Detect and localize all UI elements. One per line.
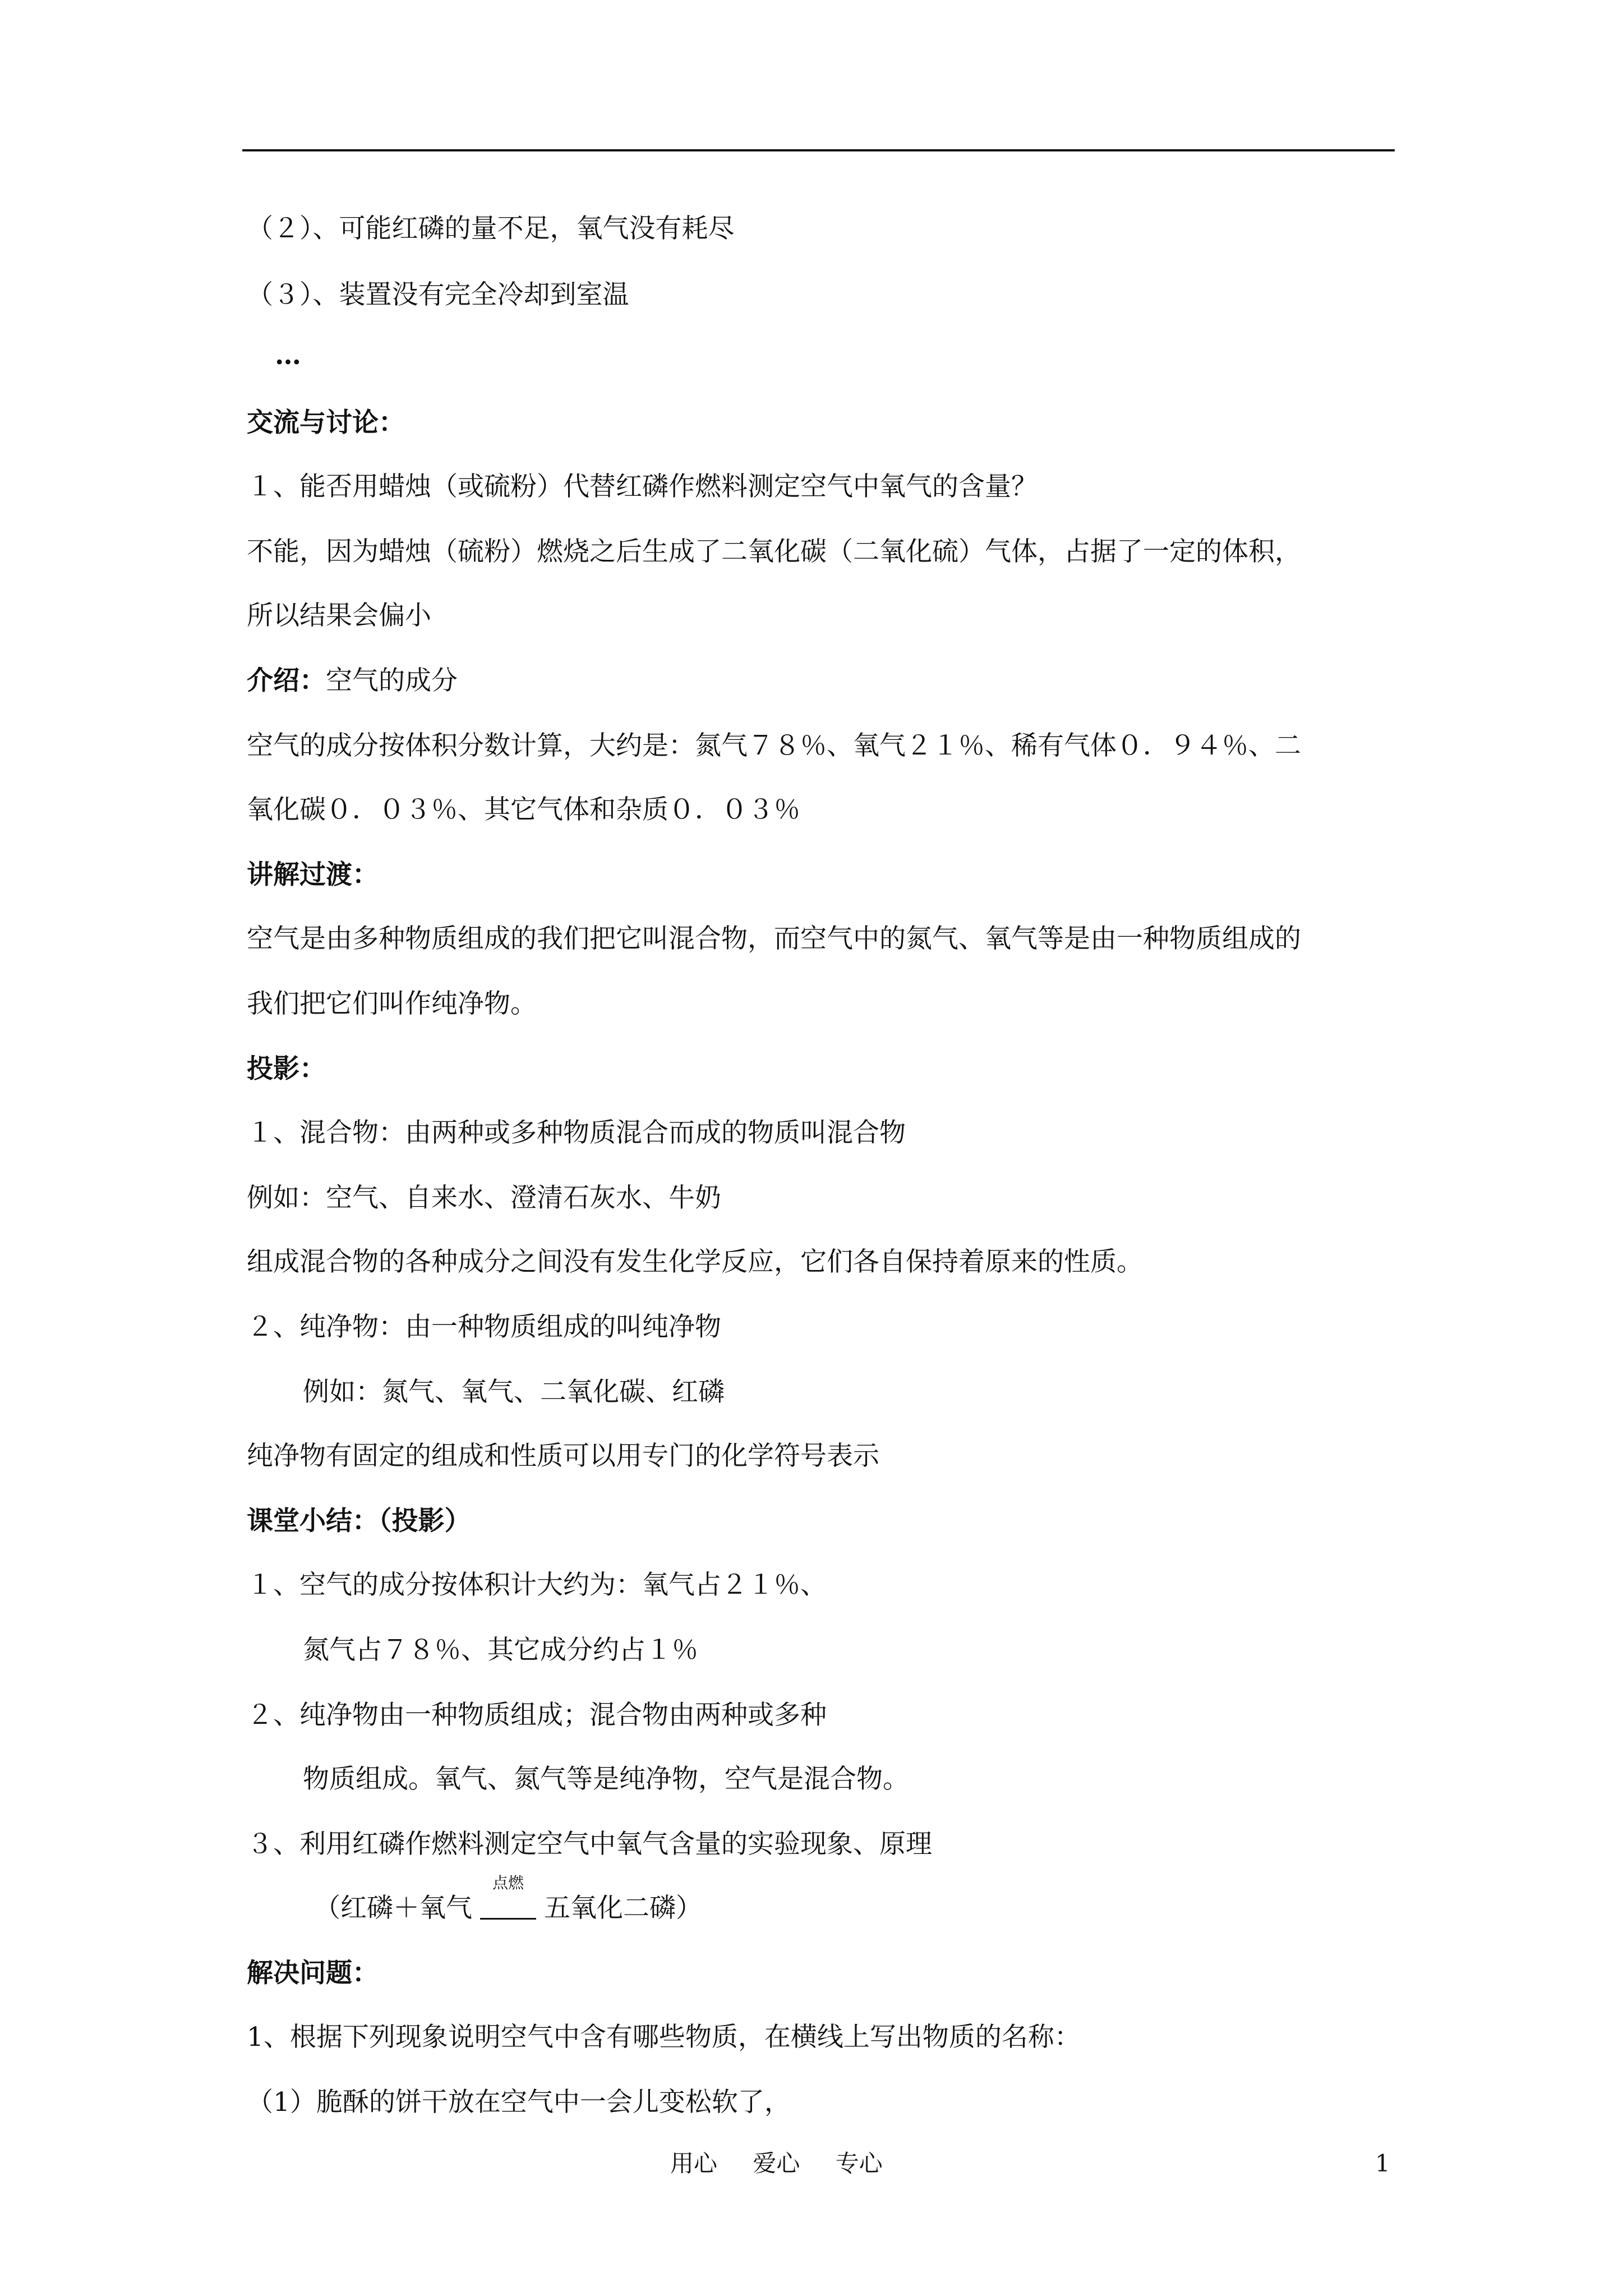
text-line: （３）、装置没有完全冷却到室温 <box>247 279 629 310</box>
condition-label: 点燃 <box>492 1874 524 1892</box>
chemical-equation <box>314 1874 1481 1925</box>
text-line: １、空气的成分按体积计大约为：氧气占２１％、 <box>247 1570 827 1600</box>
text-line: １、混合物：由两种或多种物质混合而成的物质叫混合物 <box>247 1117 906 1148</box>
text-line: 空气的成分按体积分数计算，大约是：氮气７８％、氧气２１％、稀有气体０．９４％、二 <box>247 730 1301 761</box>
text-line: ３、利用红磷作燃料测定空气中氧气含量的实验现象、原理 <box>247 1829 932 1860</box>
reaction-condition <box>476 1874 541 1925</box>
text-line: １、能否用蜡烛（或硫粉）代替红磷作燃料测定空气中氧气的含量？ <box>247 471 1038 502</box>
text-line: （1）脆酥的饼干放在空气中一会儿变松软了， <box>247 2087 791 2118</box>
section-heading: 解决问题： <box>247 1958 379 1989</box>
text-line: 我们把它们叫作纯净物。 <box>247 988 537 1019</box>
reaction-arrow-line <box>480 1901 536 1920</box>
text-line: ２、纯净物由一种物质组成；混合物由两种或多种 <box>247 1700 827 1731</box>
equation-product: 五氧化二磷） <box>544 1893 702 1924</box>
text-line: 氮气占７８％、其它成分约占１％ <box>303 1635 698 1665</box>
text-line: ２、纯净物：由一种物质组成的叫纯净物 <box>247 1312 721 1342</box>
text-line: 纯净物有固定的组成和性质可以用专门的化学符号表示 <box>247 1441 879 1471</box>
header-rule <box>242 149 1395 151</box>
equation-reactants: （红磷＋氧气 <box>314 1893 472 1924</box>
text-line: 1、根据下列现象说明空气中含有哪些物质，在横线上写出物质的名称： <box>247 2022 1081 2053</box>
text-line: 组成混合物的各种成分之间没有发生化学反应，它们各自保持着原来的性质。 <box>247 1246 1143 1277</box>
page-number: 1 <box>1375 2150 1390 2177</box>
text-line: 物质组成。氧气、氮气等是纯净物，空气是混合物。 <box>303 1764 909 1795</box>
text-line: 例如：氮气、氧气、二氧化碳、红磷 <box>303 1377 725 1407</box>
section-heading-line <box>247 664 1413 698</box>
ellipsis: … <box>275 340 301 371</box>
section-heading: 讲解过渡： <box>247 859 379 890</box>
section-heading: 交流与讨论： <box>247 407 405 438</box>
text-line: 例如：空气、自来水、澄清石灰水、牛奶 <box>247 1182 721 1213</box>
text-line: 氧化碳０．０３％、其它气体和杂质０．０３％ <box>247 794 800 825</box>
section-heading: 投影： <box>247 1053 326 1084</box>
text-line: 不能，因为蜡烛（硫粉）燃烧之后生成了二氧化碳（二氧化硫）气体，占据了一定的体积， <box>247 536 1301 567</box>
section-heading: 介绍： <box>247 665 326 696</box>
text-line: 所以结果会偏小 <box>247 600 431 631</box>
section-heading: 课堂小结：（投影） <box>247 1506 471 1536</box>
text-line: （２）、可能红磷的量不足，氧气没有耗尽 <box>247 213 735 244</box>
heading-topic: 空气的成分 <box>326 665 458 696</box>
footer-motto: 用心 爱心 专心 <box>670 2150 883 2177</box>
text-line: 空气是由多种物质组成的我们把它叫混合物，而空气中的氮气、氧气等是由一种物质组成的 <box>247 923 1301 954</box>
